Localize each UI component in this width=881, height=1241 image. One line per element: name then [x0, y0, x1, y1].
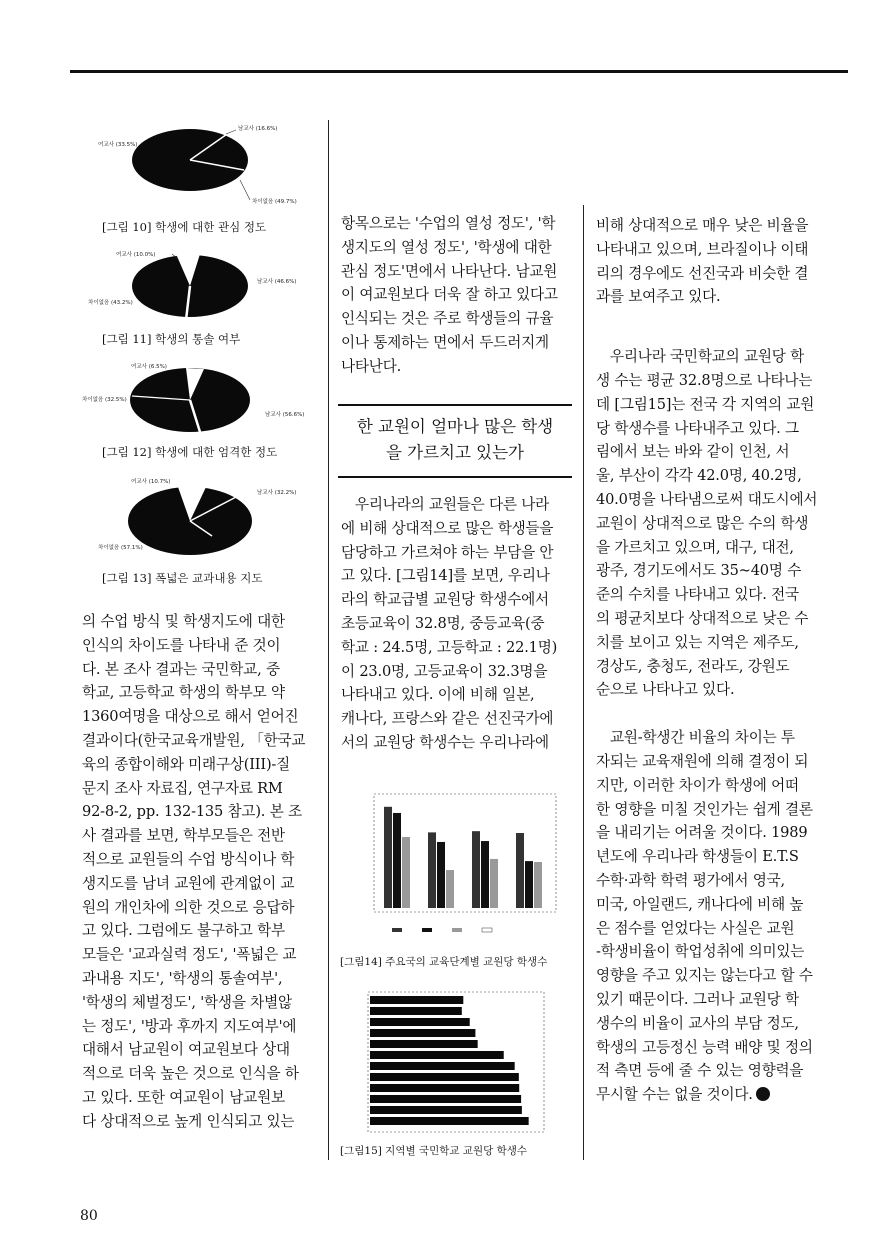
col2-line: 캐나다, 프랑스와 같은 선진국가에 — [341, 710, 554, 728]
bar-chart-fig14 — [352, 788, 562, 938]
column-2-top-text — [341, 212, 573, 379]
col2-line: 항목으로는 '수업의 열성 정도', '학 — [341, 215, 556, 232]
col3-line: 림에서 보는 바와 같이 인천, 서 — [596, 443, 790, 461]
fig11-label-male: 남교사 (46.6%) — [257, 279, 297, 285]
col1-line: 모들은 '교과실력 정도', '폭넓은 교 — [82, 946, 297, 964]
col3-line: 리의 경우에도 선진국과 비슷한 결 — [596, 264, 809, 282]
fig14-bar — [525, 861, 533, 908]
fig15-bar — [370, 996, 463, 1004]
col3-line: 교원-학생간 비율의 차이는 투 — [610, 729, 795, 747]
col1-line: 고 있다. 또한 여교원이 남교원보 — [82, 1088, 285, 1106]
fig14-bar — [481, 841, 489, 908]
col2-line: 이나 통제하는 면에서 두드러지게 — [341, 333, 549, 351]
fig14-bar — [472, 831, 480, 908]
col3-line: 비해 상대적으로 매우 낮은 비율을 — [596, 217, 809, 234]
col1-line: 결과이다(한국교육개발원, 「한국교 — [82, 731, 306, 749]
col1-line: 는 정도', '방과 후까지 지도여부'에 — [82, 1017, 297, 1035]
col2-line: 고 있다. [그림14]를 보면, 우리나 — [341, 567, 550, 585]
column-3-text — [596, 214, 832, 1107]
fig11-caption: [그림 11] 학생의 통솔 여부 — [102, 332, 241, 346]
col2-line: 관심 정도'면에서 나타난다. 남교원 — [341, 262, 558, 280]
end-mark-icon — [756, 1087, 770, 1101]
col3-line: 데 [그림15]는 전국 각 지역의 교원 — [596, 395, 815, 413]
fig10-label-nodiff: 차이없음 (49.7%) — [252, 199, 297, 205]
col3-line: 생 수는 평균 32.8명으로 나타나는 — [596, 371, 813, 389]
col2-line: 담당하고 가르쳐야 하는 부담을 안 — [341, 543, 554, 561]
fig11-label-female: 여교사 (10.0%) — [116, 252, 156, 258]
fig12-caption: [그림 12] 학생에 대한 엄격한 정도 — [102, 445, 278, 459]
col1-line: 대해서 남교원이 여교원보다 상대 — [82, 1041, 290, 1059]
col3-line: 당 학생수를 나타내주고 있다. 그 — [596, 419, 799, 437]
section-heading — [338, 404, 572, 478]
column-divider-2 — [583, 205, 584, 1160]
fig13-label-female: 여교사 (10.7%) — [131, 479, 171, 485]
col3-line: 교원이 상대적으로 많은 수의 학생 — [596, 514, 809, 532]
fig15-caption: [그림15] 지역별 국민학교 교원당 학생수 — [340, 1145, 528, 1157]
col3-line: 생수의 비율이 교사의 부담 정도, — [596, 1014, 799, 1032]
col3-line: 영향을 주고 있지는 않는다고 할 수 — [596, 967, 813, 985]
col1-line: 문지 조사 자료집, 연구자료 RM — [82, 779, 283, 797]
fig14-caption: [그림14] 주요국의 교육단계별 교원당 학생수 — [340, 956, 548, 968]
fig12-label-female: 여교사 (6.5%) — [131, 364, 167, 370]
col3-line: 미국, 아일랜드, 캐나다에 비해 높 — [596, 895, 804, 913]
col3-line: 한 영향을 미칠 것인가는 쉽게 결론 — [596, 800, 813, 818]
fig15-bar — [370, 1084, 519, 1092]
section-heading-line2: 을 가르치고 있는가 — [385, 443, 524, 462]
fig14-bar — [516, 833, 524, 908]
fig12-label-nodiff: 차이없음 (32.5%) — [82, 397, 127, 403]
fig10-label-female: 여교사 (33.5%) — [98, 142, 138, 148]
col2-line: 서의 교원당 학생수는 우리나라에 — [341, 733, 549, 751]
section-heading-line1: 한 교원이 얼마나 많은 학생 — [356, 417, 554, 436]
col1-line: 92-8-2, pp. 132-135 참고). 본 조 — [82, 803, 302, 821]
col3-line: 40.0명을 나타냄으로써 대도시에서 — [596, 490, 818, 508]
fig15-bar — [370, 1073, 519, 1081]
fig14-bar — [393, 813, 401, 908]
fig15-bar — [370, 1051, 504, 1059]
col3-line: 년도에 우리나라 학생들이 E.T.S — [596, 848, 799, 866]
fig14-bar — [428, 832, 436, 908]
col3-line: 우리나라 국민학교의 교원당 학 — [610, 348, 804, 366]
col3-last-line: 무시할 수는 없을 것이다. — [596, 1086, 753, 1104]
column-divider-1 — [328, 120, 329, 1160]
col3-line: 울, 부산이 각각 42.0명, 40.2명, — [596, 467, 802, 485]
col1-line: 원의 개인차에 의한 것으로 응답하 — [82, 898, 295, 916]
fig13-label-male: 남교사 (32.2%) — [257, 490, 297, 496]
fig15-bar — [370, 1117, 529, 1125]
col2-line: 라의 학교급별 교원당 학생수에서 — [341, 591, 549, 609]
col2-line: 나타난다. — [341, 357, 402, 375]
fig15-bar — [370, 1062, 515, 1070]
col3-line: 의 평균치보다 상대적으로 낮은 수 — [596, 609, 809, 627]
col2-line: 인식되는 것은 주로 학생들의 규율 — [341, 310, 554, 328]
fig14-bar — [490, 859, 498, 908]
col3-line: 있기 때문이다. 그러나 교원당 학 — [596, 990, 799, 1008]
fig10-label-male: 남교사 (16.6%) — [238, 126, 278, 132]
col3-line — [596, 1083, 832, 1107]
col3-line: 순으로 나타나고 있다. — [596, 681, 735, 699]
col1-line: 1360여명을 대상으로 해서 얻어진 — [82, 708, 299, 726]
col2-line: 학교 : 24.5명, 고등학교 : 22.1명) — [341, 638, 558, 656]
col3-line: 을 내리기는 어려울 것이다. 1989 — [596, 824, 808, 842]
col2-line: 우리나라의 교원들은 다른 나라 — [355, 496, 549, 513]
fig15-bar — [370, 1018, 470, 1026]
col3-line: 지만, 이러한 차이가 학생에 어떠 — [596, 776, 799, 794]
col1-line: '학생의 체벌정도', '학생을 차별않 — [82, 993, 292, 1011]
col1-line: 사 결과를 보면, 학부모들은 전반 — [82, 827, 285, 845]
col1-line: 육의 종합이해와 미래구상(III)-질 — [82, 755, 291, 773]
pie-chart-fig11 — [90, 248, 290, 330]
fig14-bar — [534, 862, 542, 908]
col1-line: 의 수업 방식 및 학생지도에 대한 — [82, 613, 285, 630]
bar-chart-fig15 — [340, 988, 560, 1144]
col3-line: 나타내고 있으며, 브라질이나 이태 — [596, 240, 809, 258]
page-number: 80 — [80, 1208, 98, 1224]
col1-line: 다 상대적으로 높게 인식되고 있는 — [82, 1112, 295, 1130]
col3-line: 과를 보여주고 있다. — [596, 288, 721, 306]
col3-line: 수학·과학 학력 평가에서 영국, — [596, 871, 785, 889]
fig14-bar — [402, 837, 410, 908]
fig15-bar — [370, 1095, 521, 1103]
col3-line: 자되는 교육재원에 의해 결정이 되 — [596, 752, 809, 770]
col3-line: 준의 수치를 나타내고 있다. 전국 — [596, 586, 799, 604]
column-2-body-text — [341, 493, 573, 755]
col3-line: 은 점수를 얻었다는 사실은 교원 — [596, 919, 795, 937]
col2-line: 초등교육이 32.8명, 중등교육(중 — [341, 614, 545, 632]
col1-line: 다. 본 조사 결과는 국민학교, 중 — [82, 660, 280, 678]
fig11-label-nodiff: 차이없음 (43.2%) — [88, 300, 133, 306]
col2-line: 생지도의 열성 정도', '학생에 대한 — [341, 238, 552, 256]
pie-chart-fig13 — [90, 474, 290, 569]
col2-line: 에 비해 상대적으로 많은 학생들을 — [341, 519, 554, 537]
col3-line: 치를 보이고 있는 지역은 제주도, — [596, 633, 799, 651]
fig14-bar — [384, 807, 392, 908]
fig15-bar — [370, 1029, 475, 1037]
col1-line: 적으로 교원들의 수업 방식이나 학 — [82, 850, 295, 868]
fig14-bar — [437, 842, 445, 908]
col1-line: 학교, 고등학교 학생의 학부모 약 — [82, 684, 285, 702]
col1-line: 적으로 더욱 높은 것으로 인식을 하 — [82, 1065, 299, 1083]
col3-line: 적 측면 등에 줄 수 있는 영향력을 — [596, 1062, 804, 1080]
top-rule — [70, 70, 848, 73]
col1-line: 과내용 지도', '학생의 통솔여부', — [82, 969, 283, 987]
col3-line: 광주, 경기도에서도 35~40명 수 — [596, 562, 802, 580]
fig10-caption: [그림 10] 학생에 대한 관심 정도 — [102, 220, 267, 234]
fig13-label-nodiff: 차이없음 (57.1%) — [98, 545, 143, 551]
col2-line: 나타내고 있다. 이에 비해 일본, — [341, 686, 535, 704]
pie-chart-fig10 — [90, 120, 290, 210]
col1-line: 고 있다. 그럼에도 불구하고 학부 — [82, 922, 285, 940]
col3-line: 을 가르치고 있으며, 대구, 대전, — [596, 538, 794, 556]
col2-line: 이 23.0명, 고등교육이 32.3명을 — [341, 662, 548, 680]
fig13-caption: [그림 13] 폭넓은 교과내용 지도 — [102, 571, 263, 585]
col1-line: 생지도를 남녀 교원에 관계없이 교 — [82, 874, 295, 892]
fig15-bar — [370, 1007, 462, 1015]
fig14-bar — [446, 870, 454, 908]
col3-line: 학생의 고등정신 능력 배양 및 정의 — [596, 1038, 813, 1056]
fig15-bar — [370, 1040, 478, 1048]
col3-line: 경상도, 충청도, 전라도, 강원도 — [596, 657, 790, 675]
col2-line: 이 여교원보다 더욱 잘 하고 있다고 — [341, 286, 558, 304]
fig12-label-male: 남교사 (56.6%) — [265, 412, 305, 418]
column-1-text — [82, 610, 314, 1134]
col1-line: 인식의 차이도를 나타내 준 것이 — [82, 636, 281, 654]
fig15-bar — [370, 1106, 522, 1114]
col3-line: -학생비율이 학업성취에 의미있는 — [596, 943, 805, 961]
